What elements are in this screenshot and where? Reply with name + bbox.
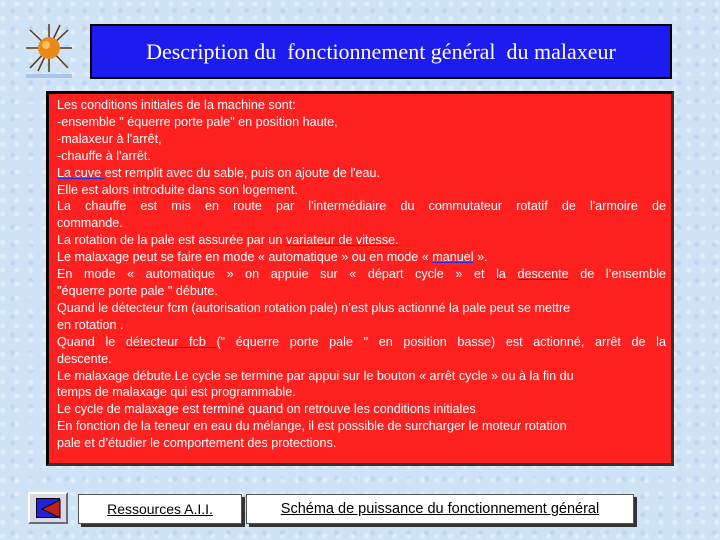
logo-caption <box>26 74 72 78</box>
text-segment: La rotation de la pale est assurée par un <box>57 233 286 248</box>
text-line: Le cycle de malaxage est terminé quand on retrouve les conditions initiales <box>57 402 476 417</box>
text-line <box>57 249 666 266</box>
back-arrow-glyph <box>34 495 64 523</box>
text-segment: ». <box>473 250 488 265</box>
back-button[interactable] <box>28 492 68 524</box>
text-line: La chauffe est mis en route par l'intermédiaire du commutateur rotatif de l'armoire de <box>57 199 666 214</box>
manuel-link[interactable]: manuel <box>432 250 474 265</box>
descente-link[interactable]: descente <box>517 267 569 282</box>
detecteur-fcb-link[interactable]: détecteur fcb <box>125 334 217 349</box>
page-title: Description du fonctionnement général du malaxeur <box>146 38 616 64</box>
text-segment: (" équerre porte pale " en position basse) est actionné, arrêt de la <box>216 334 666 349</box>
text-line: "équerre porte pale " débute. <box>57 283 218 298</box>
text-line: Les conditions initiales de la machine sont: <box>57 98 296 112</box>
text-line: descente. <box>57 351 112 366</box>
text-segment: En mode « automatique » on appuie sur « départ cycle » et <box>57 267 497 282</box>
text-line: commande. <box>57 216 123 231</box>
cuve-link[interactable]: La cuve <box>57 165 105 180</box>
schema-puissance-button[interactable]: Schéma de puissance du fonctionnement général <box>246 494 634 524</box>
text-segment: est remplit avec du sable, puis on ajoute de l'eau. <box>104 165 381 180</box>
description-panel <box>46 91 674 466</box>
la-link[interactable]: la <box>496 267 506 282</box>
title-bar <box>90 24 672 79</box>
text-line: en rotation . <box>57 317 124 332</box>
text-line: Quand le détecteur fcm (autorisation rotation pale) n’est plus actionné la pale peut se mettre <box>57 300 571 315</box>
text-line: -chauffe à l'arrêt. <box>57 148 151 163</box>
text-line: temps de malaxage qui est programmable. <box>57 385 296 400</box>
text-line <box>57 266 666 283</box>
text-line <box>57 165 666 182</box>
text-line: pale et d’étudier le comportement des protections. <box>57 436 337 451</box>
logo-icon <box>24 22 74 74</box>
text-line: Elle est alors introduite dans son logement. <box>57 182 298 197</box>
text-segment: Quand le <box>57 334 126 349</box>
text-line <box>57 232 666 249</box>
text-line: Le malaxage débute.Le cycle se termine par appui sur le bouton « arrêt cycle » ou à la fin du <box>57 368 574 383</box>
ressources-button[interactable]: Ressources A.I.I. <box>78 494 242 524</box>
text-segment: de l’ensemble <box>568 267 667 282</box>
text-line <box>57 334 666 351</box>
variateur-link[interactable]: variateur de vitesse. <box>285 233 399 248</box>
text-line: En fonction de la teneur en eau du mélange, il est possible de surcharger le moteur rotation <box>57 419 567 434</box>
text-line: -ensemble " équerre porte pale" en position haute, <box>57 114 338 129</box>
text-segment: Le malaxage peut se faire en mode « automatique » ou en mode « <box>57 250 433 265</box>
text-line: -malaxeur à l'arrêt, <box>57 131 162 146</box>
